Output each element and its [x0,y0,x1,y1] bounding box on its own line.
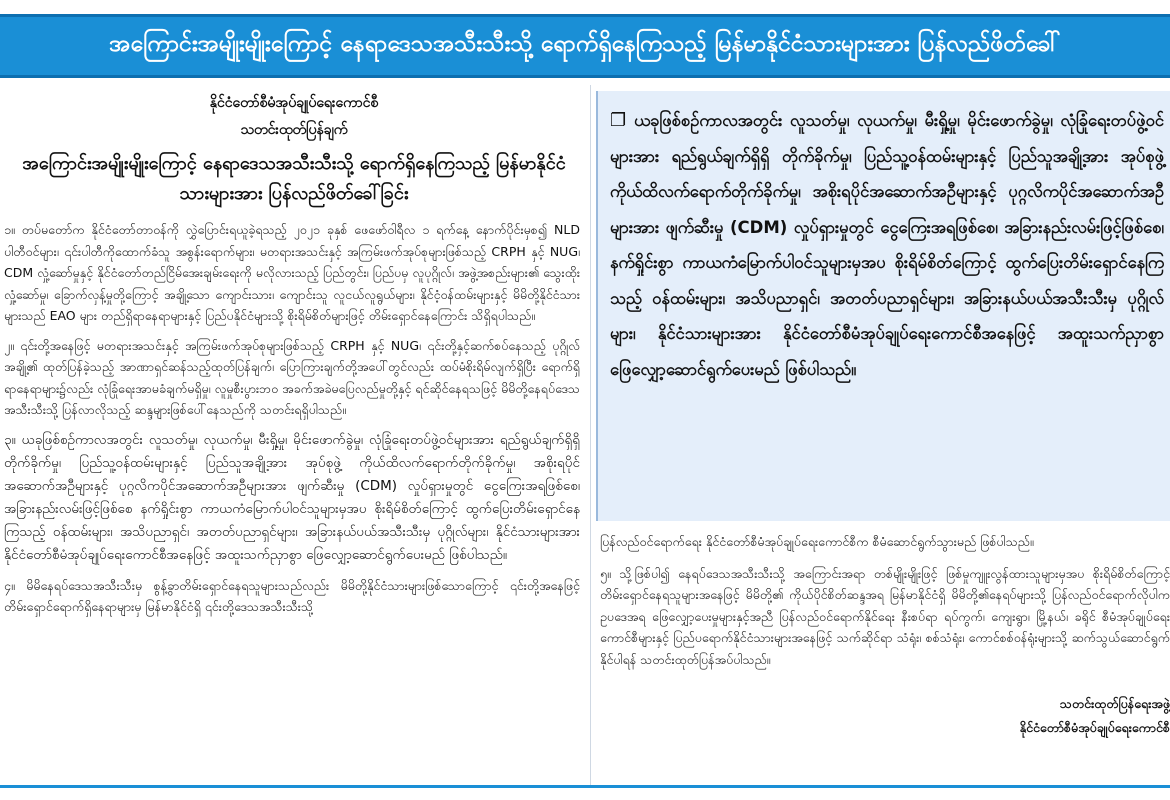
paragraph-2: ၂။ ၎င်းတို့အနေဖြင့် မတရားအသင်းနှင့် အကြမ်းဖက်အုပ်စုများဖြစ်သည့် CRPH နှင့် NUG၊ ၎င်းတို့နှင့်ဆက်စပ်နေသည့် ပုဂ္ဂိုလ်အချို့၏ ထုတ်ပြန်ခဲ့သည့် အာဏာရှင်ဆန်သည့်ထုတ်ပြန်ချက်၊ ပြောကြားချက်တို့အပေါ်တွင်လည်း ထပ်မံစိုးရိမ်လျက်ရှိပြီး ရောက်ရှိရာနေရာများ၌လည်း လုံခြုံရေးအာမခံချက်မရှိမှု၊ လူမှုစီးပွားဘဝ အခက်အခဲမပြေလည်မှုတို့နှင့် ရင်ဆိုင်နေရသဖြင့် မိမိတို့နေရပ်ဒေသအသီးသီးသို့ ပြန်လာလိုသည့် ဆန္ဒများဖြစ်ပေါ်နေသည်ကို သတင်းရရှိပါသည်။ [4,337,581,417]
paragraph-4: ၄။ မိမိနေရပ်ဒေသအသီးသီးမှ စွန့်ခွာတိမ်းရှောင်နေရသူများသည်လည်း မိမိတို့နိုင်ငံသားများဖြစ်သောကြောင့် ၎င်းတို့အနေဖြင့် တိမ်းရှောင်ရောက်ရှိနေရာများမှ မြန်မာနိုင်ငံရှိ ၎င်းတို့ဒေသအသီးသီးသို့ [4,577,580,614]
signature-line-1: သတင်းထုတ်ပြန်ရေးအဖွဲ့ [1059,696,1170,711]
paragraph-3: ၃။ ယခုဖြစ်စဉ်ကာလအတွင်း လူသတ်မှု၊ လုယက်မှု၊ မီးရှို့မှု၊ မိုင်းဖောက်ခွဲမှု၊ လုံခြုံရေးတပ်ဖွဲ့ဝင်များအား ရည်ရွယ်ချက်ရှိရှိ တိုက်ခိုက်မှု၊ ပြည်သူ့ဝန်ထမ်းများနှင့် ပြည်သူအချို့အား အုပ်စုဖွဲ့ ကိုယ်ထိလက်ရောက်တိုက်ခိုက်မှု၊ အစိုးရပိုင်အဆောက်အဦများနှင့် ပုဂ္ဂလိကပိုင်အဆောက်အဦများအား ဖျက်ဆီးမှု (CDM) လှုပ်ရှားမှုတွင် ငွေကြေးအရဖြစ်စေ၊ အခြားနည်းလမ်းဖြင့်ဖြစ်စေ နက်ရှိုင်းစွာ ကာယကံမြောက်ပါဝင်သူများမှအပ စိုးရိမ်စိတ်ကြောင့် ထွက်ပြေးတိမ်းရှောင်နေကြသည့် ဝန်ထမ်းများ၊ အသိပညာရှင်၊ အတတ်ပညာရှင်များ၊ အခြားနယ်ပယ်အသီးသီးမှ ပုဂ္ဂိုလ်များ၊ နိုင်ငံသားများအား နိုင်ငံတော်စီမံအုပ်ချုပ်ရေးကောင်စီအနေဖြင့် အထူးသက်ညှာစွာ ဖြေလျှော့ဆောင်ရွက်ပေးမည် ဖြစ်ပါသည်။ [4,431,580,563]
document-type: သတင်းထုတ်ပြန်ချက် [240,122,348,138]
highlight-text: ယခုဖြစ်စဉ်ကာလအတွင်း လူသတ်မှု၊ လုယက်မှု၊ မီးရှို့မှု၊ မိုင်းဖောက်ခွဲမှု၊ လုံခြုံရေးတပ်ဖွဲ့ဝင်များအား ရည်ရွယ်ချက်ရှိရှိ တိုက်ခိုက်မှု၊ ပြည်သူ့ဝန်ထမ်းများနှင့် ပြည်သူအချို့အား အုပ်စုဖွဲ့ ကိုယ်ထိလက်ရောက်တိုက်ခိုက်မှု၊ အစိုးရပိုင်အဆောက်အဦများနှင့် ပုဂ္ဂလိကပိုင်အဆောက်အဦများအား ဖျက်ဆီးမှု (CDM) လှုပ်ရှားမှုတွင် ငွေကြေးအရဖြစ်စေ၊ အခြားနည်းလမ်းဖြင့်ဖြစ်စေ၊ နက်ရှိုင်းစွာ ကာယကံမြောက်ပါဝင်သူများမှအပ စိုးရိမ်စိတ်ကြောင့် ထွက်ပြေးတိမ်းရှောင်နေကြသည့် ဝန်ထမ်းများ၊ အသိပညာရှင်၊ အတတ်ပညာရှင်များ၊ အခြားနယ်ပယ်အသီးသီးမှ ပုဂ္ဂိုလ်များ၊ နိုင်ငံသားများအား နိုင်ငံတော်စီမံအုပ်ချုပ်ရေးကောင်စီအနေဖြင့် အထူးသက်ညှာစွာ ဖြေလျှော့ဆောင်ရွက်ပေးမည် ဖြစ်ပါသည်။ [610,111,1164,379]
checkbox-bullet-icon: ❐ [610,110,627,131]
paragraph-continued: ပြန်လည်ဝင်ရောက်ရေး နိုင်ငံတော်စီမံအုပ်ချုပ်ရေးကောင်စီက စီမံဆောင်ရွက်သွားမည် ဖြစ်ပါသည်။ [600,534,1034,549]
bottom-rule [0,785,1170,788]
signature-line-2: နိုင်ငံတော်စီမံအုပ်ချုပ်ရေးကောင်စီ [1019,720,1170,735]
paragraph-1: ၁။ တပ်မတော်က နိုင်ငံတော်တာဝန်ကို လွှဲပြောင်းရယူခဲ့ရသည့် ၂၀၂၁ ခုနှစ် ဖေဖော်ဝါရီလ ၁ ရက်နေ့ နောက်ပိုင်းမှစ၍ NLD ပါတီဝင်များ၊ ၎င်းပါတီကိုထောက်ခံသူ အစွန်းရောက်များ၊ မတရားအသင်းနှင့် အကြမ်းဖက်အုပ်စုများဖြစ်သည့် CRPH နှင့် NUG၊ CDM လှုံ့ဆော်မှုနှင့် နိုင်ငံတော်တည်ငြိမ်အေးချမ်းရေးကို မလိုလားသည့် ပြည်တွင်း၊ ပြည်ပမှ လူပုဂ္ဂိုလ်၊ အဖွဲ့အစည်းများ၏ သွေးထိုးလှုံ့ဆော်မှု၊ ခြောက်လှန့်မှုတို့ကြောင့် အချို့သော ကျောင်းသား၊ ကျောင်းသူ လူငယ်လူရွယ်များ၊ နိုင်ငံ့ဝန်ထမ်းများနှင့် မိမိတို့နိုင်ငံသားများသည် EAO များ တည်ရှိရာနေရာများနှင့် ပြည်ပနိုင်ငံများသို့ စိုးရိမ်စိတ်များဖြင့် တိမ်းရှောင်နေကြောင်း သိရှိရပါသည်။ [4,222,580,323]
banner-title: အကြောင်းအမျိုးမျိုးကြောင့် နေရာဒေသအသီးသီးသို့ ရောက်ရှိနေကြသည့် မြန်မာနိုင်ငံသားများအား ပြန်လည်ဖိတ်ခေါ် [109,31,1061,57]
article-right-column [596,85,1170,785]
highlight-box [596,91,1170,521]
article-heading: အကြောင်းအမျိုးမျိုးကြောင့် နေရာဒေသအသီးသီးသို့ ရောက်ရှိနေကြသည့် မြန်မာနိုင်ငံသားများအား ပြန်လည်ဖိတ်ခေါ်ခြင်း [22,153,566,204]
signature-block [596,692,1170,740]
column-divider [590,85,591,785]
top-strip [0,0,1170,14]
paragraph-5: ၅။ သို့ဖြစ်ပါ၍ နေရပ်ဒေသအသီးသီးသို့ အကြောင်းအရာ တစ်မျိုးမျိုးဖြင့် ဖြစ်မှုကျူးလွန်ထားသူများမှအပ စိုးရိမ်စိတ်ကြောင့် တိမ်းရှောင်နေရသူများအနေဖြင့် မိမိတို့၏ ကိုယ်ပိုင်စိတ်ဆန္ဒအရ မြန်မာနိုင်ငံရှိ မိမိတို့၏နေရပ်များသို့ ပြန်လည်ဝင်ရောက်လိုပါက ဥပဒေအရ ဖြေလျှော့ပေးမှုများနှင့်အညီ ပြန်လည်ဝင်ရောက်နိုင်ရေး နီးစပ်ရာ ရပ်ကွက်၊ ကျေးရွာ၊ မြို့နယ်၊ ခရိုင် စီမံအုပ်ချုပ်ရေးကောင်စီများနှင့် ပြည်ပရောက်နိုင်ငံသားများအနေဖြင့် သက်ဆိုင်ရာ သံရုံး၊ စစ်သံရုံး၊ ကောင်စစ်ဝန်ရုံးများသို့ ဆက်သွယ်ဆောင်ရွက်နိုင်ပါရန် သတင်းထုတ်ပြန်အပ်ပါသည်။ [600,565,1170,667]
issuing-body: နိုင်ငံတော်စီမံအုပ်ချုပ်ရေးကောင်စီ [209,95,379,111]
article-left-column [0,85,588,785]
page-banner [0,14,1170,78]
